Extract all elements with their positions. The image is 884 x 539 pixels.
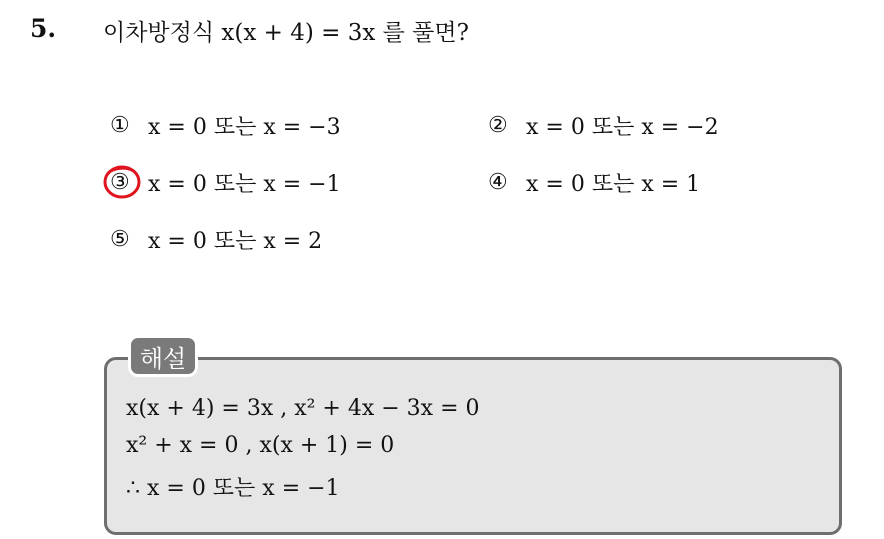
choice-5[interactable] bbox=[110, 224, 322, 255]
explanation-line-1: x(x + 4) = 3x , x² + 4x − 3x = 0 bbox=[126, 396, 480, 421]
question-number: 5. bbox=[30, 14, 57, 43]
explanation-tag: 해설 bbox=[128, 335, 198, 377]
choice-3[interactable] bbox=[110, 167, 341, 198]
choice-3-mark-wrap bbox=[110, 170, 148, 195]
choice-1-mark: ① bbox=[110, 113, 130, 138]
choice-4-mark: ④ bbox=[488, 170, 508, 195]
choice-5-text: x = 0 또는 x = 2 bbox=[148, 229, 323, 254]
choice-3-mark: ③ bbox=[110, 170, 130, 195]
explanation-line-2: x² + x = 0 , x(x + 1) = 0 bbox=[126, 433, 395, 458]
choice-2[interactable] bbox=[488, 110, 719, 141]
choice-5-mark: ⑤ bbox=[110, 227, 130, 252]
explanation-line-3: ∴ x = 0 또는 x = −1 bbox=[126, 476, 340, 501]
choice-1[interactable] bbox=[110, 110, 341, 141]
choice-3-text: x = 0 또는 x = −1 bbox=[148, 172, 341, 197]
choice-2-text: x = 0 또는 x = −2 bbox=[526, 115, 719, 140]
choice-4[interactable] bbox=[488, 167, 700, 198]
choice-2-mark: ② bbox=[488, 113, 508, 138]
choice-1-text: x = 0 또는 x = −3 bbox=[148, 115, 341, 140]
question-text: 이차방정식 x(x + 4) = 3x 를 풀면? bbox=[103, 20, 469, 46]
choice-4-text: x = 0 또는 x = 1 bbox=[526, 172, 701, 197]
